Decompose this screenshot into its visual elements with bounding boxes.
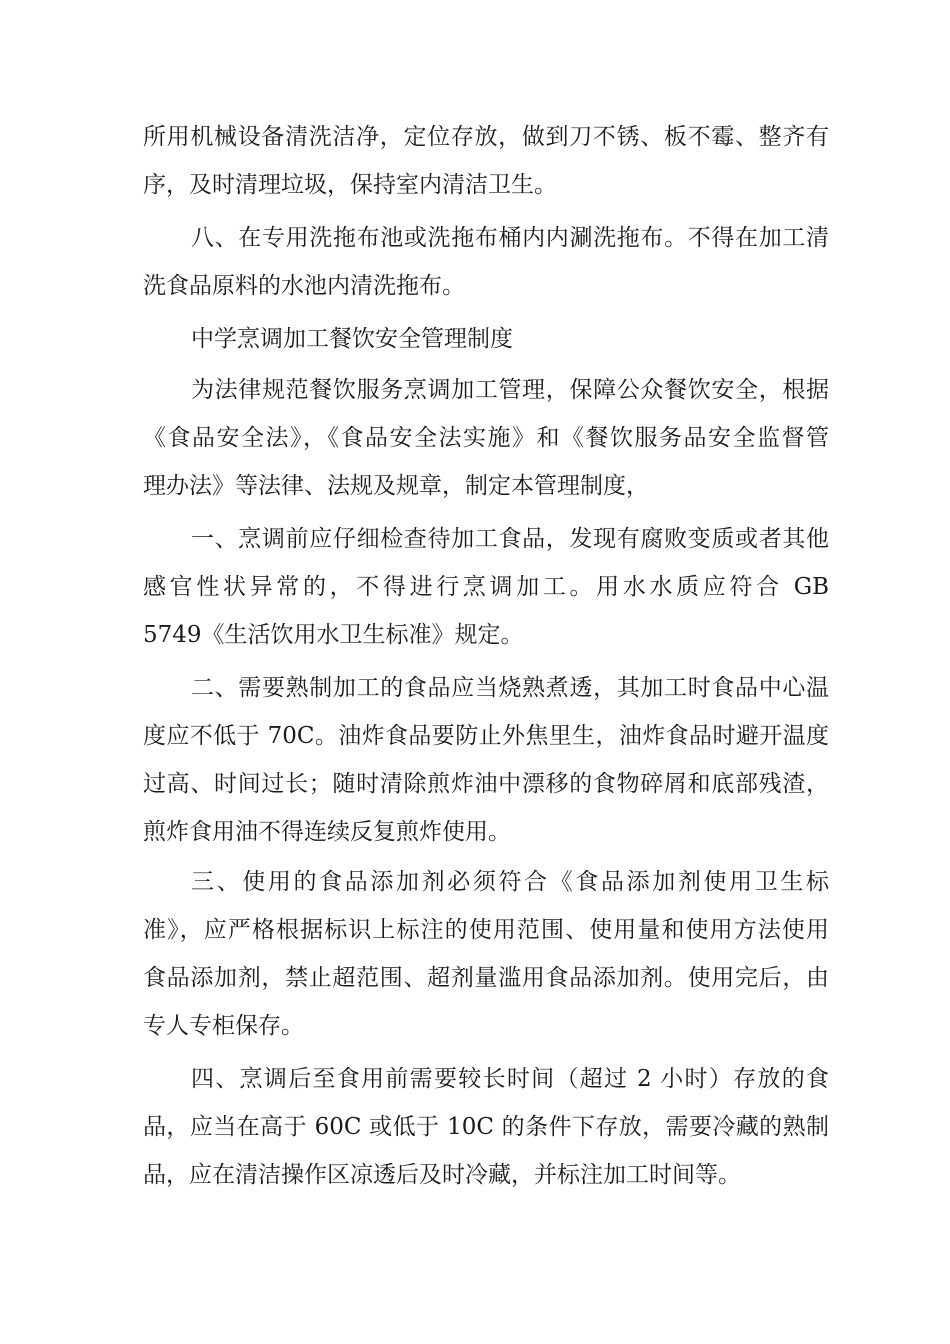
text-line bbox=[0, 672, 950, 704]
section-title: 中学烹调加工餐饮安全管理制度 bbox=[191, 326, 513, 352]
text-line bbox=[0, 270, 950, 302]
line-text: 所用机械设备清洗洁净，定位存放，做到刀不锈、板不霉、整齐有 bbox=[143, 124, 829, 150]
line-text: 洗食品原料的水池内清洗拖布。 bbox=[143, 273, 465, 299]
text-line bbox=[0, 1010, 950, 1042]
line-text: 感官性状异常的，不得进行烹调加工。用水水质应符合 GB bbox=[143, 574, 829, 600]
text-line bbox=[0, 866, 950, 898]
text-line bbox=[0, 323, 950, 355]
text-line bbox=[0, 121, 950, 153]
text-line bbox=[0, 962, 950, 994]
text-line bbox=[0, 914, 950, 946]
line-text: 八、在专用洗拖布池或洗拖布桶内内涮洗拖布。不得在加工清 bbox=[191, 225, 829, 251]
line-text: 专人专柜保存。 bbox=[143, 1013, 304, 1039]
text-line bbox=[0, 571, 950, 603]
text-line bbox=[0, 1159, 950, 1191]
text-line bbox=[0, 720, 950, 752]
text-line bbox=[0, 768, 950, 800]
text-line bbox=[0, 523, 950, 555]
line-text: 品，应在清洁操作区凉透后及时冷藏，并标注加工时间等。 bbox=[143, 1162, 741, 1188]
text-line bbox=[0, 1111, 950, 1143]
line-text: 理办法》等法律、法规及规章，制定本管理制度， bbox=[143, 473, 649, 499]
line-text: 食品添加剂，禁止超范围、超剂量滥用食品添加剂。使用完后，由 bbox=[143, 965, 829, 991]
text-line bbox=[0, 816, 950, 848]
text-line bbox=[0, 222, 950, 254]
line-text: 过高、时间过长；随时清除煎炸油中漂移的食物碎屑和底部残渣， bbox=[143, 771, 829, 797]
line-text: 二、需要熟制加工的食品应当烧熟煮透，其加工时食品中心温 bbox=[191, 675, 829, 701]
text-line bbox=[0, 422, 950, 454]
text-line bbox=[0, 1063, 950, 1095]
line-text: 三、使用的食品添加剂必须符合《食品添加剂使用卫生标 bbox=[191, 869, 829, 895]
line-text: 《食品安全法》，《食品安全法实施》和《餐饮服务品安全监督管 bbox=[143, 425, 829, 451]
line-text: 四、烹调后至食用前需要较长时间（超过 2 小时）存放的食 bbox=[191, 1066, 829, 1092]
line-text: 品，应当在高于 60C 或低于 10C 的条件下存放，需要冷藏的熟制 bbox=[143, 1114, 829, 1140]
line-text: 为法律规范餐饮服务烹调加工管理，保障公众餐饮安全，根据 bbox=[191, 377, 829, 403]
line-text: 序，及时清理垃圾，保持室内清洁卫生。 bbox=[143, 172, 557, 198]
line-text: 度应不低于 70C。油炸食品要防止外焦里生，油炸食品时避开温度 bbox=[143, 723, 829, 749]
text-line bbox=[0, 619, 950, 651]
line-text: 煎炸食用油不得连续反复煎炸使用。 bbox=[143, 819, 511, 845]
line-text: 准》，应严格根据标识上标注的使用范围、使用量和使用方法使用 bbox=[143, 917, 829, 943]
line-text: 一、烹调前应仔细检查待加工食品，发现有腐败变质或者其他 bbox=[191, 526, 829, 552]
text-line bbox=[0, 169, 950, 201]
line-text: 5749《生活饮用水卫生标准》规定。 bbox=[143, 622, 524, 648]
text-line bbox=[0, 374, 950, 406]
text-line bbox=[0, 470, 950, 502]
